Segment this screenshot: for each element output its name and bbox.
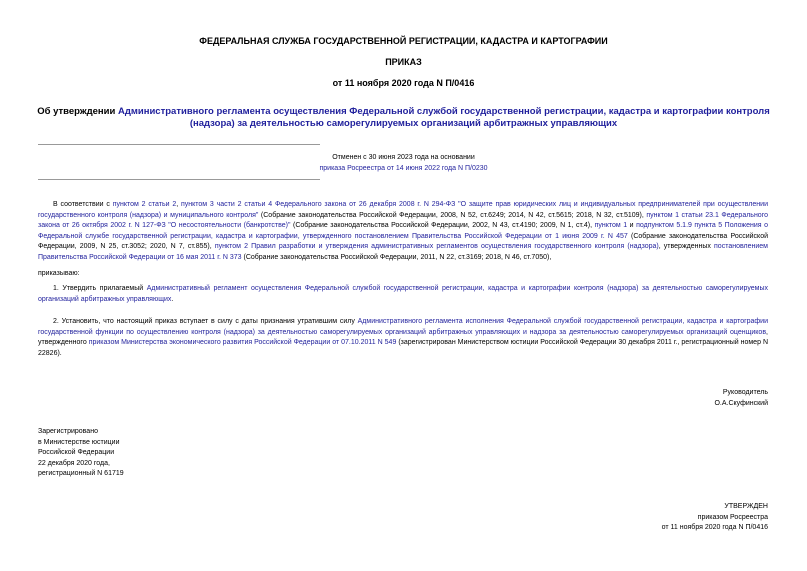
law-link[interactable]: подпунктом 5.1.9 пункта 5 Положения о Федеральной службе государственной регистрации, кадастра и картографии, утвержденного постановлением Правительства Российской Федерации от 1 июня 2009 г. N 457: [38, 222, 768, 240]
registration-block: [38, 427, 124, 480]
order-link[interactable]: приказом Министерства экономического развития Российской Федерации от 07.10.2011 N 549: [88, 339, 397, 347]
preamble-text: , утвержденных: [658, 243, 715, 251]
law-link[interactable]: пунктом 2 Правил разработки и утверждения административных регламентов осуществления государственного контроля (надзора): [214, 243, 659, 251]
signer-name: О.А.Скуфинский: [714, 399, 768, 407]
approval-line: УТВЕРЖДЕН: [724, 503, 768, 510]
cancellation-text: Отменен с 30 июня 2023 года на основании: [332, 154, 475, 161]
registration-line: Российской Федерации: [38, 449, 115, 457]
signer-position: Руководитель: [722, 389, 768, 396]
preamble-text: (Собрание законодательства Российской Федерации, 2008, N 52, ст.6249; 2014, N 42, ст.5615; 2018, N 32, ст.5109),: [258, 211, 647, 219]
law-link[interactable]: пунктом 1: [594, 222, 628, 230]
order-item-1: [38, 284, 768, 305]
document-type: ПРИКАЗ: [385, 57, 422, 67]
preamble-text: В соответствии с: [53, 201, 113, 208]
order-text: .: [171, 295, 174, 303]
law-link[interactable]: пунктом 1 статьи 23.1 Федерального закона от 26 октября 2002 г. N 127-ФЗ "О несостоятельности (банкротстве)": [38, 211, 768, 230]
title-prefix: Об утверждении: [37, 106, 118, 117]
order-text: , утвержденного: [38, 328, 768, 347]
registration-line: 22 декабря 2020 года,: [38, 459, 110, 467]
organization-header: ФЕДЕРАЛЬНАЯ СЛУЖБА ГОСУДАРСТВЕННОЙ РЕГИСТРАЦИИ, КАДАСТРА И КАРТОГРАФИИ: [199, 36, 608, 46]
order-text: 2. Установить, что настоящий приказ вступает в силу с даты признания утратившим силу: [53, 318, 358, 325]
preamble-paragraph: [38, 200, 768, 264]
document-date: от 11 ноября 2020 года N П/0416: [332, 78, 475, 88]
order-text: 1. Утвердить прилагаемый: [53, 285, 147, 292]
registration-line: в Министерстве юстиции: [38, 438, 120, 446]
approval-line: приказом Росреестра: [697, 513, 768, 521]
signature-block: [714, 388, 768, 409]
divider-bottom: [38, 179, 320, 180]
cancellation-link[interactable]: приказа Росреестра от 14 июня 2022 года N П/0230: [319, 165, 488, 172]
law-link[interactable]: пунктом 3 части 2 статьи 4 Федерального закона от 26 декабря 2008 г. N 294-ФЗ "О защите прав юридических лиц и индивидуальных предпринимателей при осуществлении государственного контроля (надзора) и муниципального контроля": [38, 201, 768, 219]
approval-line: от 11 ноября 2020 года N П/0416: [661, 524, 768, 532]
regulation-link[interactable]: Административный регламент осуществления Федеральной службой государственной регистрации, кадастра и картографии контроля (надзора) за деятельностью саморегулируемых организаций арбитражных управляющих: [38, 285, 768, 303]
preamble-text: (Собрание законодательства Российской Федерации, 2009, N 25, ст.3052; 2020, N 7, ст.855),: [38, 232, 768, 251]
divider-top: [38, 144, 320, 145]
preamble-text: (Собрание законодательства Российской Федерации, 2011, N 22, ст.3169; 2018, N 46, ст.7050),: [241, 253, 552, 261]
preamble-text: ,: [176, 201, 181, 208]
preamble-text: (Собрание законодательства Российской Федерации, 2002, N 43, ст.4190; 2009, N 1, ст.4),: [290, 222, 595, 230]
orders-word: приказываю:: [38, 270, 80, 277]
law-link[interactable]: пунктом 2 статьи 2: [112, 201, 177, 208]
document-title: [30, 106, 777, 130]
order-text: (зарегистрирован Министерством юстиции Российской Федерации 30 декабря 2011 г., регистрационный номер N 22826).: [38, 339, 768, 357]
law-link[interactable]: постановлением Правительства Российской Федерации от 16 мая 2011 г. N 373: [38, 243, 768, 261]
registration-line: регистрационный N 61719: [38, 470, 124, 478]
regulation-link[interactable]: Административного регламента исполнения Федеральной службой государственной регистрации, кадастра и картографии государственной функции по осуществлению контроля (надзора) за деятельностью саморегулируемых организаций арбитражных управляющих и надзора за деятельностью саморегулируемых организаций оценщиков: [38, 318, 769, 336]
cancellation-note: [300, 152, 507, 174]
registration-line: Зарегистрировано: [38, 428, 98, 435]
preamble-text: и: [627, 222, 637, 230]
title-link[interactable]: Административного регламента осуществления Федеральной службой государственной регистрации, кадастра и картографии контроля (надзора) за деятельностью саморегулируемых организаций арбитражных управляющих: [117, 106, 770, 129]
approval-block: [662, 502, 768, 534]
order-item-2: [38, 317, 768, 359]
